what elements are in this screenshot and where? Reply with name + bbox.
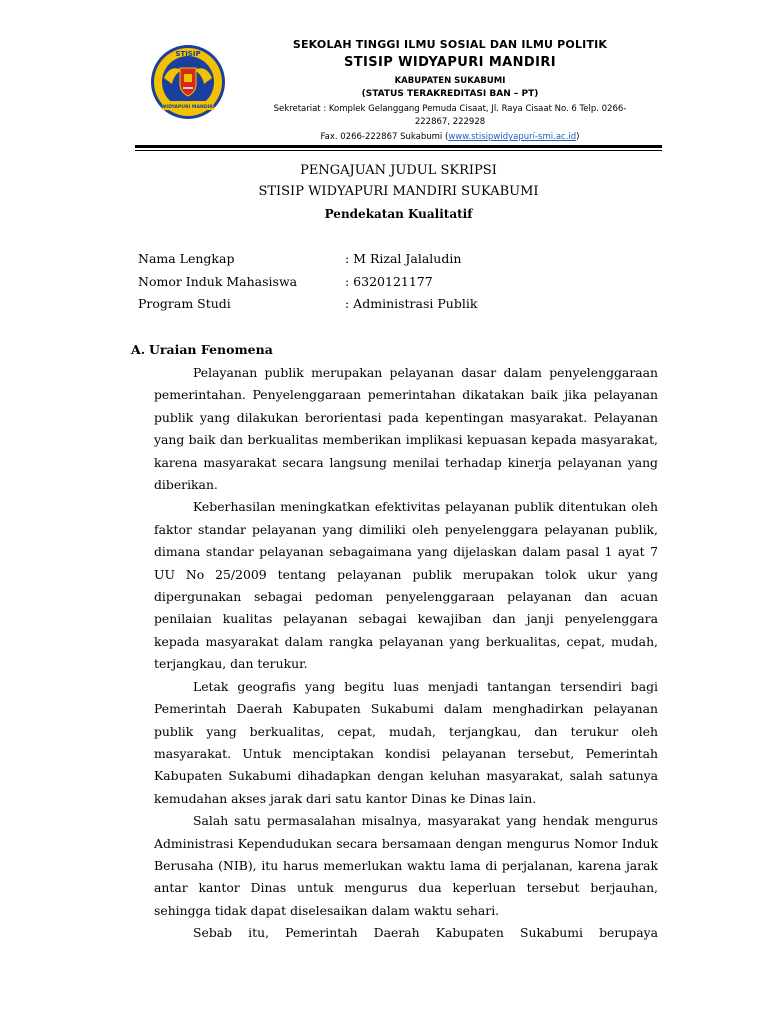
website-link[interactable]: www.stisipwidyapuri-smi.ac.id (448, 132, 577, 142)
paragraph: Sebab itu, Pemerintah Daerah Kabupaten Sukabumi berupaya (193, 925, 658, 941)
college-logo (150, 44, 226, 120)
section-title: Uraian Fenomena (149, 342, 273, 357)
letterhead-divider-thick (135, 145, 662, 148)
letterhead-address-line2: 222867, 222928 (414, 117, 486, 127)
approach-title: Pendekatan Kualitatif (324, 207, 473, 221)
document-title: PENGAJUAN JUDUL SKRIPSI (300, 163, 497, 178)
letterhead-fax-line (250, 132, 650, 142)
identity-label: Nomor Induk Mahasiswa (138, 274, 298, 289)
paragraph: Salah satu permasalahan misalnya, masyarakat yang hendak mengurus Administrasi Kependudukan secara bersamaan dengan mengurus Nomor Induk Berusaha (NIB), itu harus memerlukan waktu lama di perjalanan, karena jarak antar kantor Dinas untuk mengurus dua keperluan tersebut berjauhan, sehingga tidak dapat diselesaikan dalam waktu sehari. (154, 813, 658, 918)
section-number: A. (131, 342, 146, 357)
paragraph: Letak geografis yang begitu luas menjadi tantangan tersendiri bagi Pemerintah Daerah Kabupaten Sukabumi dalam menghadirkan pelayanan publik yang berkualitas, cepat, mudah, terjangkau, dan terukur oleh masyarakat. Untuk menciptakan kondisi pelayanan tersebut, Pemerintah Kabupaten Sukabumi dihadapkan dengan keluhan masyarakat, salah satunya kemudahan akses jarak dari satu kantor Dinas ke Dinas lain. (154, 678, 658, 806)
letterhead-accreditation: (STATUS TERAKREDITASI BAN – PT) (361, 89, 539, 99)
letterhead-address-line1: Sekretariat : Komplek Gelanggang Pemuda Cisaat, Jl. Raya Cisaat No. 6 Telp. 0266- (273, 104, 627, 114)
paragraph: Pelayanan publik merupakan pelayanan dasar dalam penyelenggaraan pemerintahan. Penyelenggaraan pemerintahan dikatakan baik jika pelayanan publik yang dilakukan berorientasi pada kepentingan masyarakat. Pelayanan yang baik dan berkualitas memberikan implikasi kepuasan kepada masyarakat, karena masyarakat secara langsung menilai terhadap kinerja pelayanan yang diberikan. (154, 365, 658, 493)
paragraph: Keberhasilan meningkatkan efektivitas pelayanan publik ditentukan oleh faktor standar pelayanan yang dimiliki oleh penyelenggara pelayanan publik, dimana standar pelayanan sebagaimana yang dijelaskan dalam pasal 1 ayat 7 UU No 25/2009 tentang pelayanan publik merupakan tolok ukur yang dipergunakan sebagai pedoman penyelenggaraan pelayanan dan acuan penilaian kualitas pelayanan sebagai kewajiban dan janji penyelenggara kepada masyarakat dalam rangka pelayanan yang berkualitas, cepat, mudah, terjangkau, dan terukur. (154, 499, 658, 672)
section-heading (131, 342, 273, 357)
fax-suffix: ) (576, 132, 580, 142)
logo-bottom-text: WIDYAPURI MANDIRI (161, 105, 215, 110)
identity-label: Program Studi (138, 296, 231, 311)
document-subtitle: STISIP WIDYAPURI MANDIRI SUKABUMI (258, 184, 539, 199)
letterhead-regency: KABUPATEN SUKABUMI (394, 76, 506, 86)
fax-text: Fax. 0266-222867 Sukabumi ( (320, 132, 449, 142)
logo-top-text: STISIP (175, 50, 201, 58)
identity-label: Nama Lengkap (138, 251, 235, 266)
identity-value: : M Rizal Jalaludin (345, 251, 462, 266)
body-text (154, 362, 658, 945)
identity-value: : 6320121177 (345, 274, 433, 289)
letterhead-name: STISIP WIDYAPURI MANDIRI (344, 55, 556, 70)
letterhead-institution: SEKOLAH TINGGI ILMU SOSIAL DAN ILMU POLITIK (292, 38, 608, 51)
identity-value: : Administrasi Publik (345, 296, 478, 311)
letterhead-divider-thin (135, 150, 662, 151)
